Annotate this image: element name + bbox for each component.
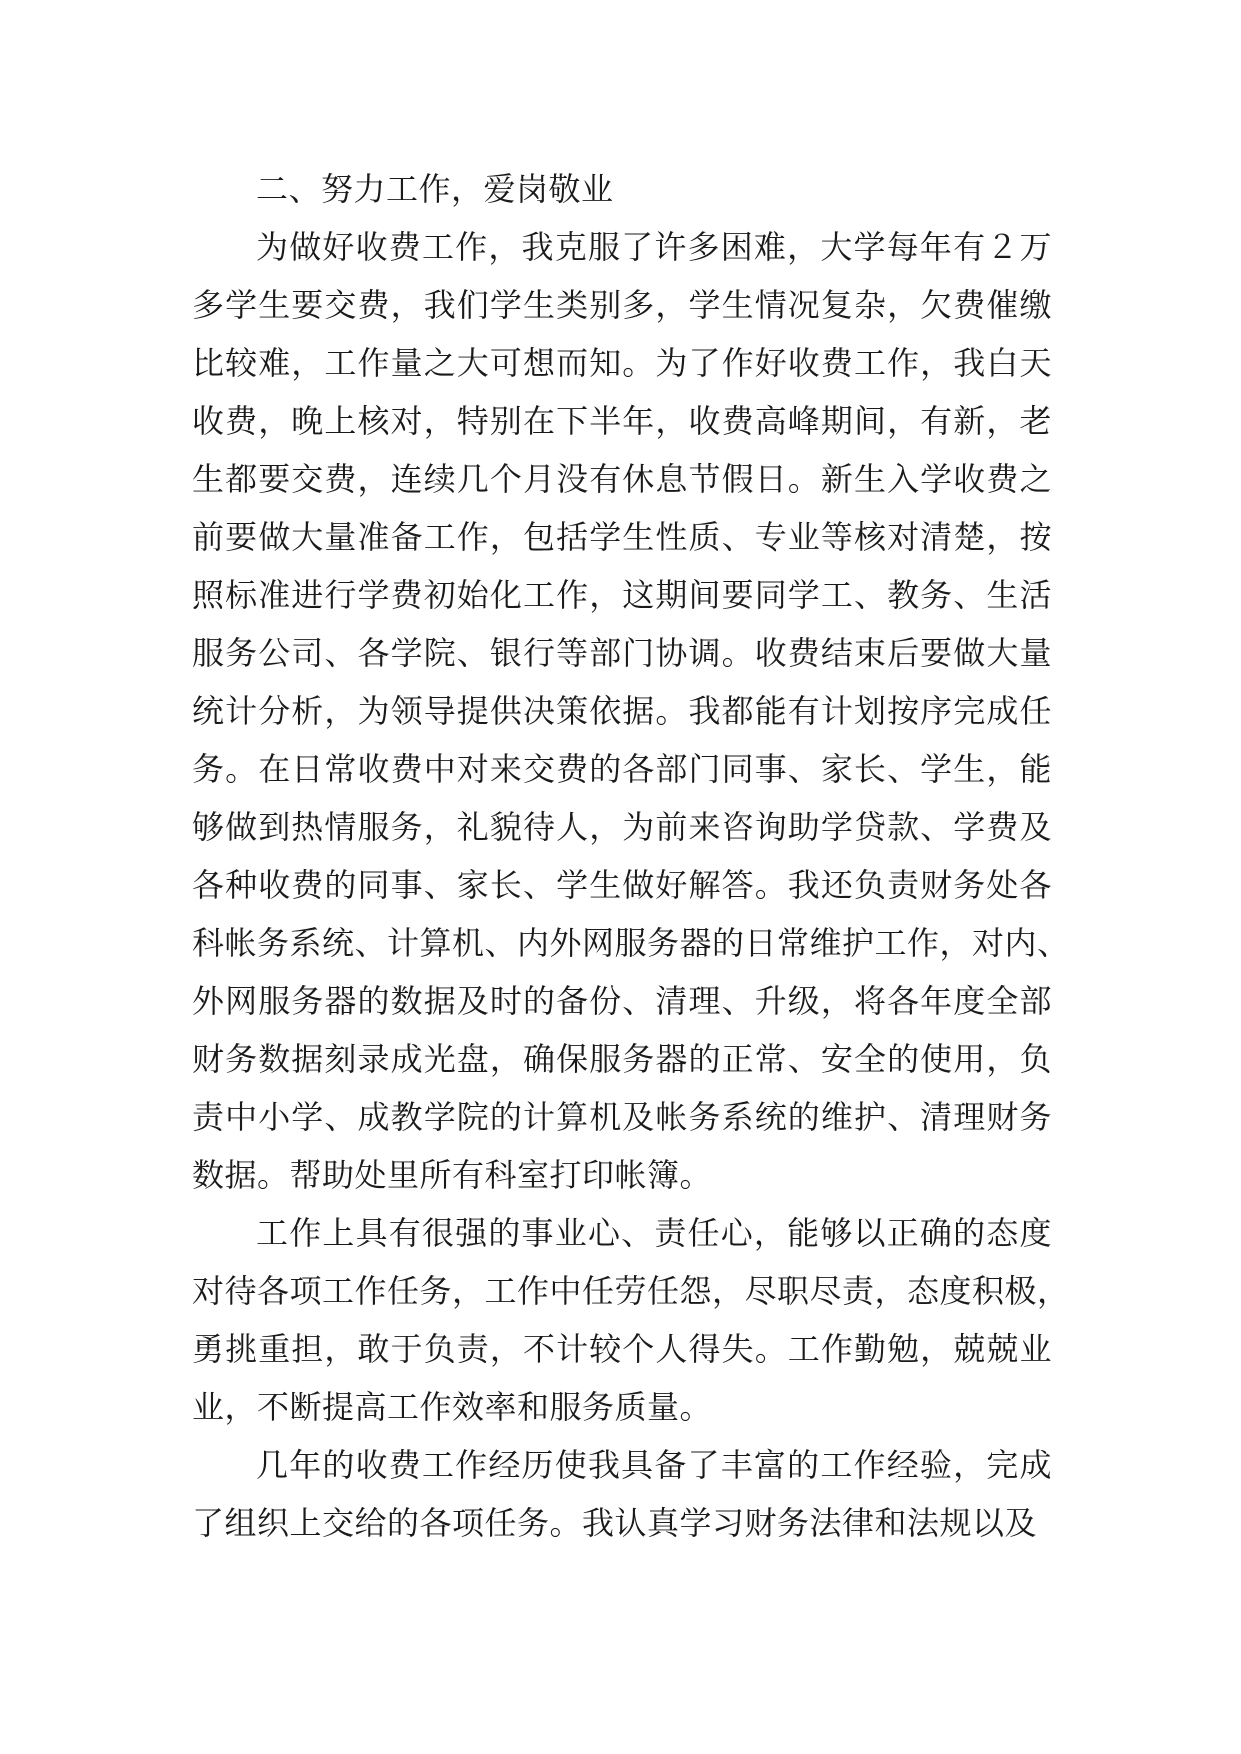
paragraph-line: 财务数据刻录成光盘，确保服务器的正常、安全的使用，负 (192, 1040, 1052, 1078)
paragraph-line: 科帐务系统、计算机、内外网服务器的日常维护工作，对内、 (192, 924, 1070, 962)
paragraph-line: 了组织上交给的各项任务。我认真学习财务法律和法规以及 (192, 1504, 1038, 1542)
paragraph-line: 业，不断提高工作效率和服务质量。 (192, 1388, 713, 1426)
paragraph-line: 外网服务器的数据及时的备份、清理、升级，将各年度全部 (192, 982, 1052, 1020)
paragraph-line: 服务公司、各学院、银行等部门协调。收费结束后要做大量 (192, 634, 1052, 672)
paragraph-line: 数据。帮助处里所有科室打印帐簿。 (192, 1156, 713, 1194)
paragraph-line: 几年的收费工作经历使我具备了丰富的工作经验，完成 (256, 1446, 1052, 1484)
paragraph-line: 务。在日常收费中对来交费的各部门同事、家长、学生，能 (192, 750, 1052, 788)
paragraph-line: 收费，晚上核对，特别在下半年，收费高峰期间，有新，老 (192, 402, 1052, 440)
paragraph-line: 够做到热情服务，礼貌待人，为前来咨询助学贷款、学费及 (192, 808, 1052, 846)
paragraph-line: 前要做大量准备工作，包括学生性质、专业等核对清楚，按 (192, 518, 1052, 556)
paragraph (192, 218, 1070, 1204)
document-body (192, 160, 1070, 1552)
paragraph-line: 勇挑重担，敢于负责，不计较个人得失。工作勤勉，兢兢业 (192, 1330, 1052, 1368)
paragraph (192, 1436, 1052, 1552)
paragraph (192, 1204, 1070, 1436)
paragraph-line: 各种收费的同事、家长、学生做好解答。我还负责财务处各 (192, 866, 1052, 904)
paragraph-line: 照标准进行学费初始化工作，这期间要同学工、教务、生活 (192, 576, 1052, 614)
paragraph-line: 生都要交费，连续几个月没有休息节假日。新生入学收费之 (192, 460, 1052, 498)
paragraph-line: 责中小学、成教学院的计算机及帐务系统的维护、清理财务 (192, 1098, 1052, 1136)
paragraph-line: 多学生要交费，我们学生类别多，学生情况复杂，欠费催缴 (192, 286, 1052, 324)
paragraph-line: 工作上具有很强的事业心、责任心，能够以正确的态度 (256, 1214, 1052, 1252)
section-heading: 二、努力工作，爱岗敬业 (256, 170, 614, 208)
paragraph-line: 比较难，工作量之大可想而知。为了作好收费工作，我白天 (192, 344, 1052, 382)
paragraphs-container (192, 218, 1070, 1552)
paragraph-line: 对待各项工作任务，工作中任劳任怨，尽职尽责，态度积极， (192, 1272, 1070, 1310)
paragraph-line: 统计分析，为领导提供决策依据。我都能有计划按序完成任 (192, 692, 1052, 730)
paragraph-line: 为做好收费工作，我克服了许多困难，大学每年有２万 (256, 228, 1052, 266)
